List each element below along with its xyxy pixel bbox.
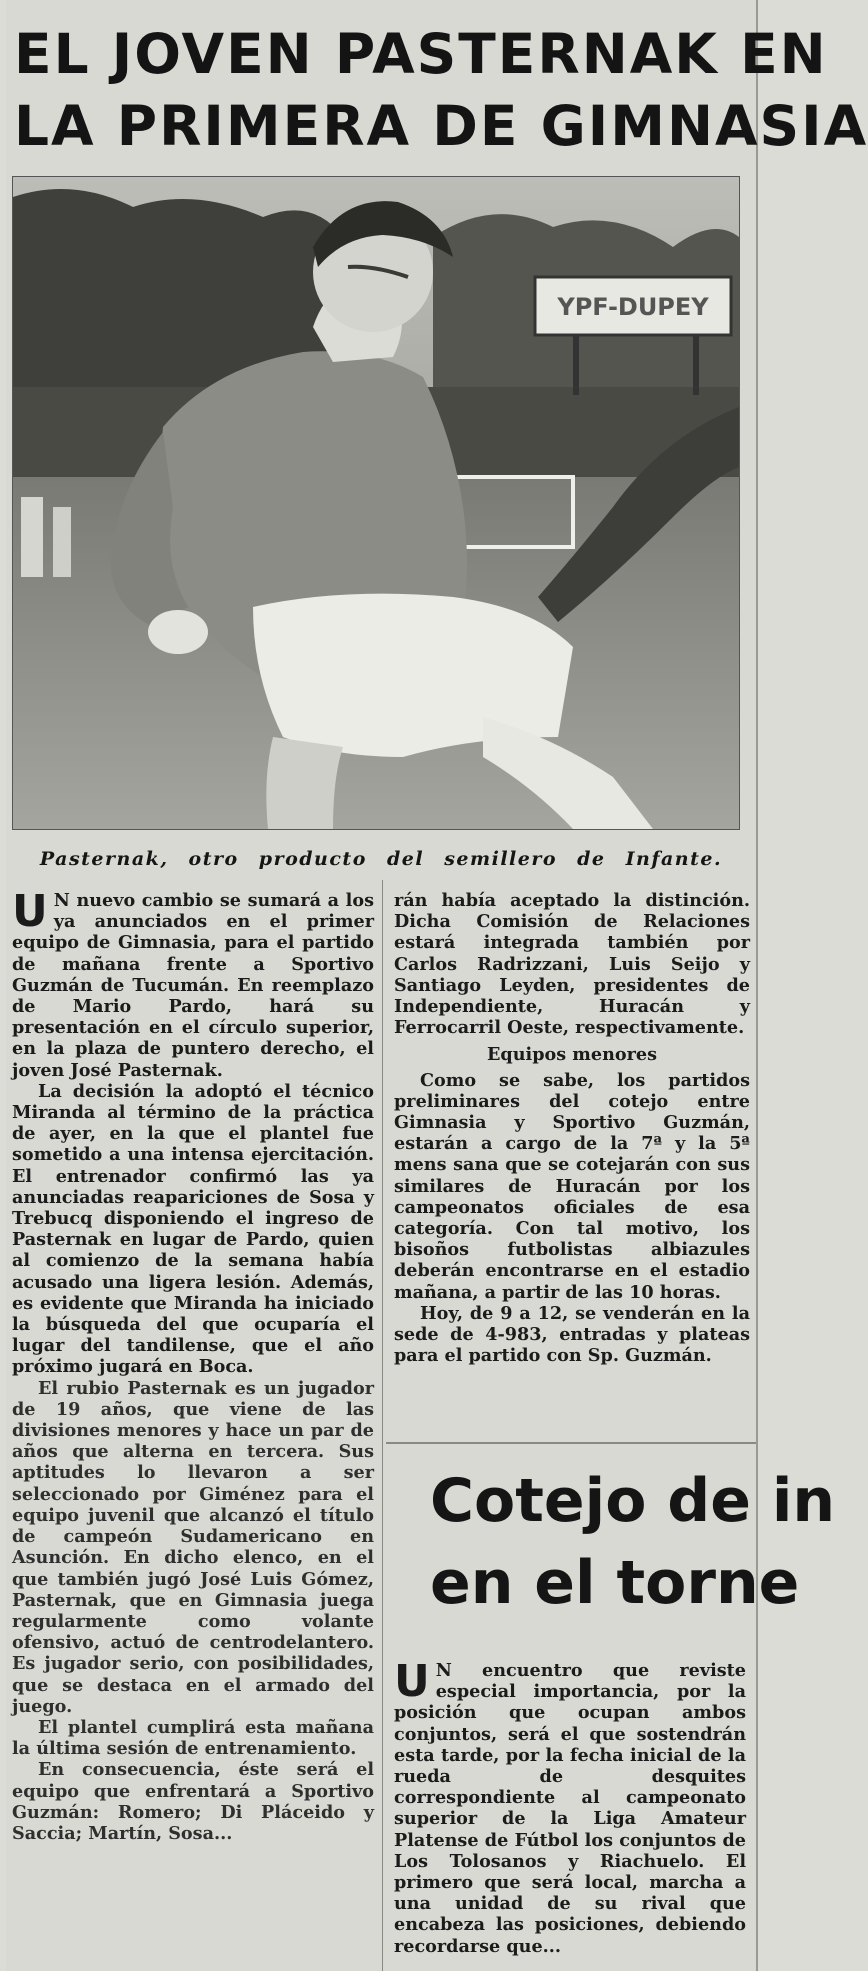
paragraph xyxy=(12,886,374,1081)
column-divider xyxy=(382,880,383,1971)
player-photo xyxy=(12,176,740,830)
drop-cap: U xyxy=(394,1656,430,1707)
headline-line-1: EL JOVEN PASTERNAK EN xyxy=(14,22,828,86)
headline-line-2: LA PRIMERA DE GIMNASIA xyxy=(14,94,868,158)
paragraph: La decisión la adoptó el técnico Miranda al término de la práctica de ayer, en la que el plantel fue sometido a una intensa ejercitación. El entrenador confirmó las ya anunciadas reapariciones de Sosa y Trebucq disponiendo el ingreso de Pasternak en lugar de Pardo, quien al comienzo de la semana había acusado una ligera lesión. Además, es evidente que Miranda ha iniciado la búsqueda del que ocuparía el lugar del tandilense, que el año próximo jugará en Boca. xyxy=(12,1080,374,1378)
paragraph-text: N nuevo cambio se sumará a los ya anunciados en el primer equipo de Gimnasia, para el partido de mañana frente a Sportivo Guzmán de Tucumán. En reemplazo de Mario Pardo, hará su presentación en el círculo superior, en la plaza de puntero derecho, el joven José Pasternak. xyxy=(12,890,374,1081)
second-article-headline xyxy=(430,1460,836,1624)
paragraph: El rubio Pasternak es un jugador de 19 años, que viene de las divisiones menores y hace un par de años que alterna en tercera. Sus aptitudes lo llevaron a ser seleccionado por Giménez para el equipo juvenil que alcanzó el título de campeón Sudamericano en Asunción. En dicho elenco, en el que también jugó José Luis Gómez, Pasternak, que en Gimnasia juega regularmente como volante ofensivo, actuó de centrodelantero. Es jugador serio, con posibilidades, que se destaca en el armado del juego. xyxy=(12,1377,374,1717)
paragraph-text: N encuentro que reviste especial importancia, por la posición que ocupan ambos conjuntos, será el que sostendrán esta tarde, por la fecha inicial de la rueda de desquites correspondiente al campeonato superior de la Liga Amateur Platense de Fútbol los conjuntos de Los Tolosanos y Riachuelo. El primero que será local, marcha a una unidad de su rival que encabeza las posiciones, debiendo recordarse que... xyxy=(394,1660,746,1957)
headline xyxy=(6,18,868,162)
photo-caption: Pasternak, otro producto del semillero de Infante. xyxy=(39,848,723,870)
paragraph: Como se sabe, los partidos preliminares del cotejo entre Gimnasia y Sportivo Guzmán, estarán a cargo de la 7ª y la 5ª mens sana que se cotejarán con sus similares de Huracán por los campeonatos oficiales de esa categoría. Con tal motivo, los bisoños futbolistas albiazules deberán encontrarse en el estadio mañana, a partir de las 10 horas. xyxy=(394,1069,750,1303)
article-left-column xyxy=(12,886,374,1971)
paragraph: Hoy, de 9 a 12, se venderán en la sede de 4-983, entradas y plateas para el partido con Sp. Guzmán. xyxy=(394,1302,750,1367)
newspaper-clipping xyxy=(6,0,868,1971)
paragraph: En consecuencia, éste será el equipo que enfrentará a Sportivo Guzmán: Romero; Di Pláceido y Saccia; Martín, Sosa... xyxy=(12,1759,374,1844)
stadium-sign-text: YPF-DUPEY xyxy=(557,293,709,321)
section-subhead: Equipos menores xyxy=(487,1044,657,1066)
section-divider xyxy=(386,1442,756,1444)
paragraph xyxy=(394,1656,746,1957)
paragraph: rán había aceptado la distinción. Dicha Comisión de Relaciones estará integrada también por Carlos Radrizzani, Luis Seijo y Santiago Leyden, presidentes de Independiente, Huracán y Ferrocarril Oeste, respectivamente. xyxy=(394,890,750,1039)
drop-cap: U xyxy=(12,886,48,937)
headline-line-2: en el torne xyxy=(430,1548,800,1618)
article-right-column xyxy=(394,890,750,1366)
second-article-body xyxy=(394,1656,746,1971)
paragraph: El plantel cumplirá esta mañana la última sesión de entrenamiento. xyxy=(12,1716,374,1760)
headline-line-1: Cotejo de in xyxy=(430,1466,836,1536)
